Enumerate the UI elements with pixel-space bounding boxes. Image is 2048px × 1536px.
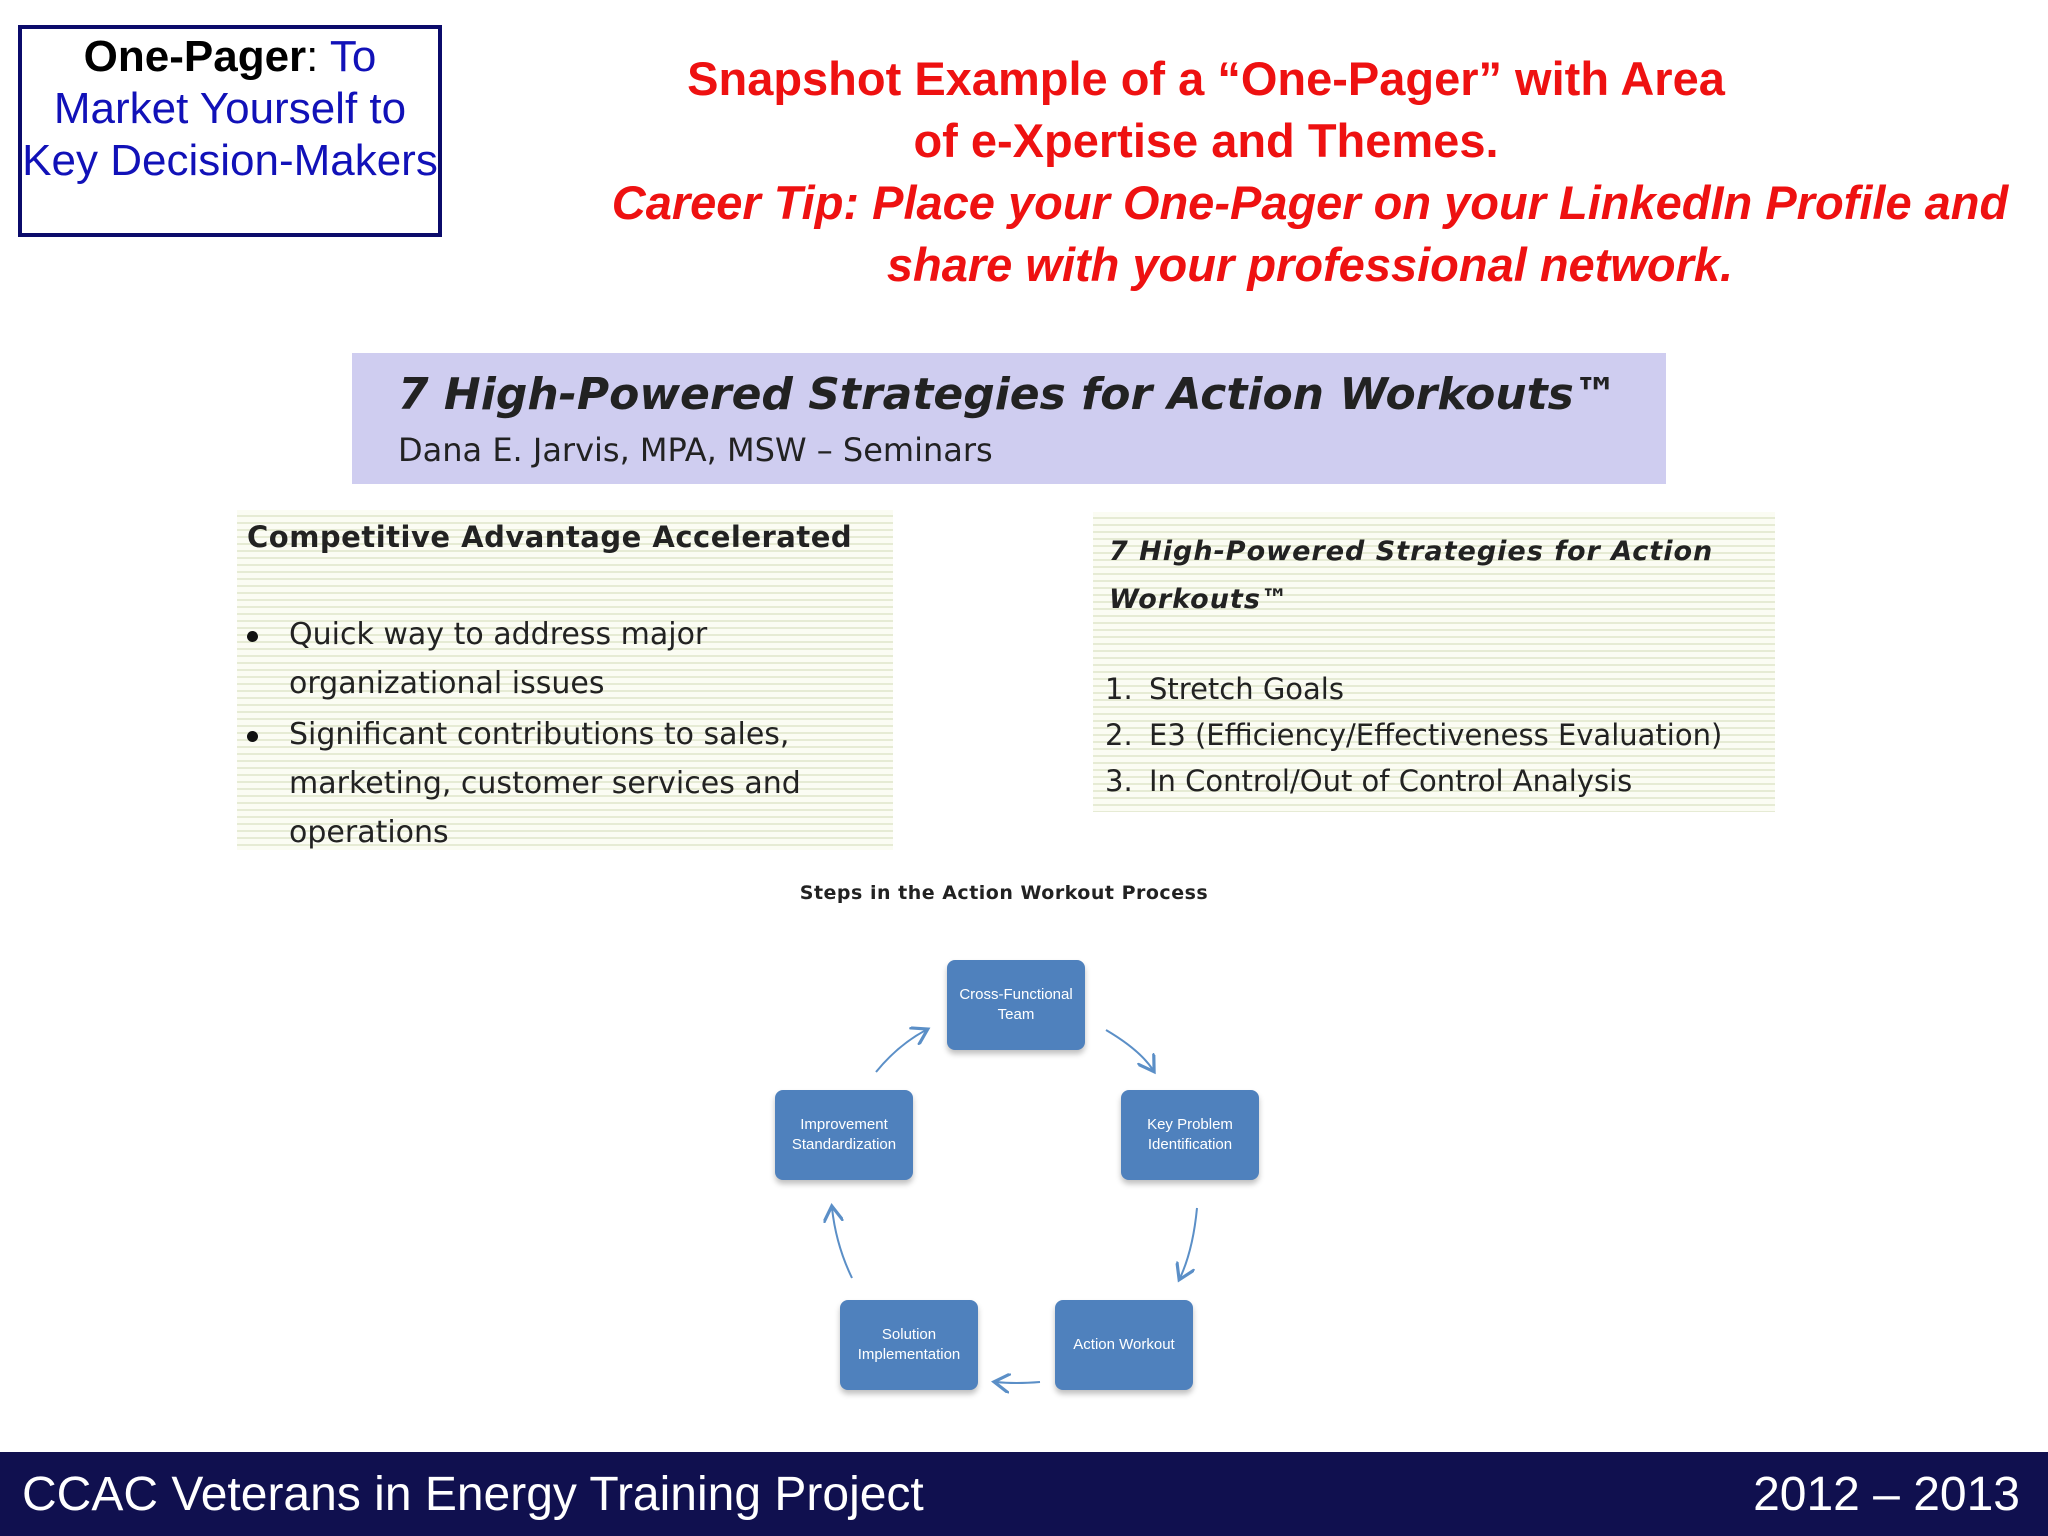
- item-number: 1.: [1105, 672, 1133, 706]
- one-pager-banner: [352, 353, 1666, 484]
- arrow-team-to-problem: [1106, 1030, 1153, 1070]
- step-action-workout: Action Workout: [1055, 1300, 1193, 1390]
- item-text: Stretch Goals: [1149, 672, 1344, 706]
- competitive-advantage-title: Competitive Advantage Accelerated: [247, 520, 853, 554]
- footer-years: 2012 – 2013: [1753, 1468, 2020, 1521]
- arrow-improvement-to-team: [876, 1030, 926, 1072]
- arrow-workout-to-solution: [996, 1382, 1040, 1383]
- step-solution-implementation: Solution Implementation: [840, 1300, 978, 1390]
- banner-title: 7 High-Powered Strategies for Action Workouts™: [398, 369, 1618, 420]
- headline-line-1: Snapshot Example of a “One-Pager” with Area of e-Xpertise and Themes.: [687, 52, 1725, 167]
- item-number: 2.: [1105, 718, 1133, 752]
- list-item: [1105, 666, 1722, 712]
- one-pager-colon: :: [306, 32, 319, 81]
- list-item: [1105, 712, 1722, 758]
- list-item: [237, 710, 877, 857]
- slide-headline: [590, 48, 2030, 296]
- bullet-icon: [247, 731, 258, 742]
- one-pager-label-box: [18, 25, 442, 237]
- footer-project-name: CCAC Veterans in Energy Training Project: [22, 1468, 924, 1521]
- list-item: [1105, 758, 1722, 804]
- career-tip: Career Tip: Place your One-Pager on your LinkedIn Profile and share with your professional network.: [611, 176, 2009, 291]
- strategies-title: 7 High-Powered Strategies for Action Workouts™: [1109, 536, 1714, 615]
- advantage-list: [237, 610, 877, 857]
- item-text: E3 (Efficiency/Effectiveness Evaluation): [1149, 718, 1723, 752]
- diagram-title: Steps in the Action Workout Process: [799, 882, 1209, 904]
- strategies-list: [1105, 666, 1722, 804]
- list-item-text: Quick way to address major organizational issues: [289, 617, 708, 701]
- step-cross-functional-team: Cross-Functional Team: [947, 960, 1085, 1050]
- item-number: 3.: [1105, 764, 1133, 798]
- one-pager-term: One-Pager: [83, 32, 307, 81]
- item-text: In Control/Out of Control Analysis: [1149, 764, 1633, 798]
- arrow-problem-to-workout: [1180, 1208, 1197, 1278]
- list-item-text: Significant contributions to sales, marketing, customer services and operations: [289, 717, 801, 850]
- competitive-advantage-panel: [237, 510, 893, 850]
- list-item: [237, 610, 877, 708]
- one-pager-description: To Market Yourself to Key Decision-Makers: [22, 32, 438, 185]
- arrow-solution-to-improvement: [832, 1208, 852, 1278]
- step-improvement-standardization: Improvement Standardization: [775, 1090, 913, 1180]
- bullet-icon: [247, 631, 258, 642]
- strategies-panel: [1093, 512, 1775, 812]
- step-key-problem-identification: Key Problem Identification: [1121, 1090, 1259, 1180]
- banner-subtitle: Dana E. Jarvis, MPA, MSW – Seminars: [398, 431, 993, 469]
- footer-bar: [0, 1452, 2048, 1536]
